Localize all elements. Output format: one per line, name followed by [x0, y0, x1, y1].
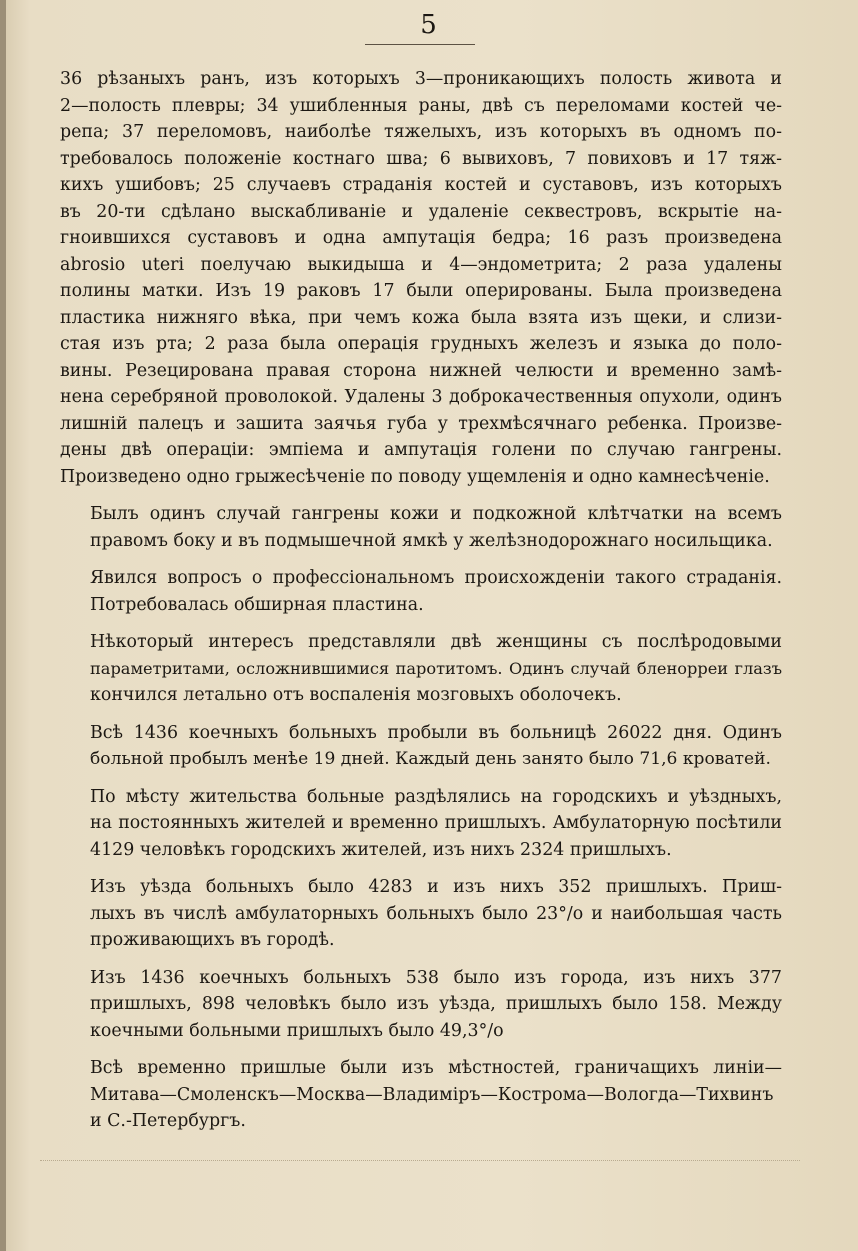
paragraph [60, 565, 782, 618]
text-line: параметритами, осложнившимися паротитомъ. Одинъ случай бленорреи глазъ [90, 658, 782, 678]
text-line: пришлыхъ, 898 человѣкъ было изъ уѣзда, пришлыхъ было 158. Между [90, 994, 782, 1014]
text-line: требовалось положеніе костнаго шва; 6 вывиховъ, 7 повиховъ и 17 тяж- [60, 148, 782, 169]
text-line: правомъ боку и въ подмышечной ямкѣ у желѣзнодорожнаго носильщика. [90, 530, 773, 551]
text-line: Произведено одно грыжесѣченіе по поводу ущемленія и одно камнесѣченіе. [60, 466, 770, 487]
body-text [60, 66, 782, 1146]
text-line: кончился летально отъ воспаленія мозговыхъ оболочекъ. [90, 685, 622, 705]
paragraph [60, 874, 782, 954]
text-line: дены двѣ операціи: эмпіема и ампутація голени по случаю гангрены. [60, 440, 782, 460]
text-line: въ 20-ти сдѣлано выскабливаніе и удаленіе секвестровъ, вскрытіе на- [60, 201, 782, 222]
text-line: Былъ одинъ случай гангрены кожи и подкожной клѣтчатки на всемъ [90, 504, 782, 524]
text-line: 4129 человѣкъ городскихъ жителей, изъ нихъ 2324 пришлыхъ. [90, 839, 672, 860]
text-line: больной пробылъ менѣе 19 дней. Каждый день занято было 71,6 кроватей. [90, 749, 771, 769]
text-line: лишній палецъ и зашита заячья губа у трехмѣсячнаго ребенка. Произве- [60, 413, 782, 434]
text-line: Изъ уѣзда больныхъ было 4283 и изъ нихъ 352 пришлыхъ. Приш- [90, 877, 782, 897]
paragraph [60, 501, 782, 554]
paragraph [60, 1055, 782, 1135]
text-line: коечными больными пришлыхъ было 49,3°/о [90, 1020, 504, 1041]
paragraph [60, 720, 782, 773]
text-line: лыхъ въ числѣ амбулаторныхъ больныхъ было 23°/о и наибольшая часть [90, 903, 782, 924]
text-line: Изъ 1436 коечныхъ больныхъ 538 было изъ города, изъ нихъ 377 [90, 967, 782, 988]
text-line: на постоянныхъ жителей и временно пришлыхъ. Амбулаторную посѣтили [90, 813, 782, 833]
header-rule [365, 44, 475, 45]
text-line: пластика нижняго вѣка, при чемъ кожа была взята изъ щеки, и слизи- [60, 307, 782, 328]
book-spine-edge [0, 0, 6, 1251]
text-line: 2—полость плевры; 34 ушибленныя раны, двѣ съ переломами костей че- [60, 95, 782, 116]
text-line: Нѣкоторый интересъ представляли двѣ женщины съ послѣродовыми [90, 632, 782, 652]
paragraph [60, 66, 782, 490]
text-line: Потребовалась обширная пластина. [90, 594, 424, 615]
text-line: Всѣ 1436 коечныхъ больныхъ пробыли въ больницѣ 26022 дня. Одинъ [90, 722, 782, 743]
paragraph [60, 965, 782, 1045]
bottom-edge [40, 1160, 800, 1161]
text-line: проживающихъ въ городѣ. [90, 930, 335, 950]
page-number: 5 [420, 10, 438, 40]
paragraph [60, 784, 782, 864]
text-line: репа; 37 переломовъ, наиболѣе тяжелыхъ, изъ которыхъ въ одномъ по- [60, 122, 782, 142]
text-line: abrosio uteri поелучаю выкидыша и 4—эндометрита; 2 раза удалены [60, 254, 782, 275]
text-line: стая изъ рта; 2 раза была операція грудныхъ железъ и языка до поло- [60, 334, 782, 354]
text-line: полины матки. Изъ 19 раковъ 17 были оперированы. Была произведена [60, 281, 782, 301]
text-line: Всѣ временно пришлые были изъ мѣстностей, граничащихъ линіи— [90, 1058, 782, 1078]
text-line: Митава—Смоленскъ—Москва—Владиміръ—Кострома—Вологда—Тихвинъ [90, 1084, 774, 1105]
text-line: нена серебряной проволокой. Удалены 3 доброкачественныя опухоли, одинъ [60, 387, 782, 407]
text-line: Явился вопросъ о профессіональномъ происхожденіи такого страданія. [90, 568, 782, 588]
text-line: гноившихся суставовъ и одна ампутація бедра; 16 разъ произведена [60, 228, 782, 248]
text-line: вины. Резецирована правая сторона нижней челюсти и временно замѣ- [60, 360, 782, 381]
text-line: кихъ ушибовъ; 25 случаевъ страданія костей и суставовъ, изъ которыхъ [60, 175, 782, 195]
paragraph [60, 629, 782, 709]
text-line: По мѣсту жительства больные раздѣлялись на городскихъ и уѣздныхъ, [90, 786, 782, 807]
text-line: 36 рѣзаныхъ ранъ, изъ которыхъ 3—проникающихъ полость живота и [60, 69, 782, 89]
text-line: и С.-Петербургъ. [90, 1111, 246, 1131]
